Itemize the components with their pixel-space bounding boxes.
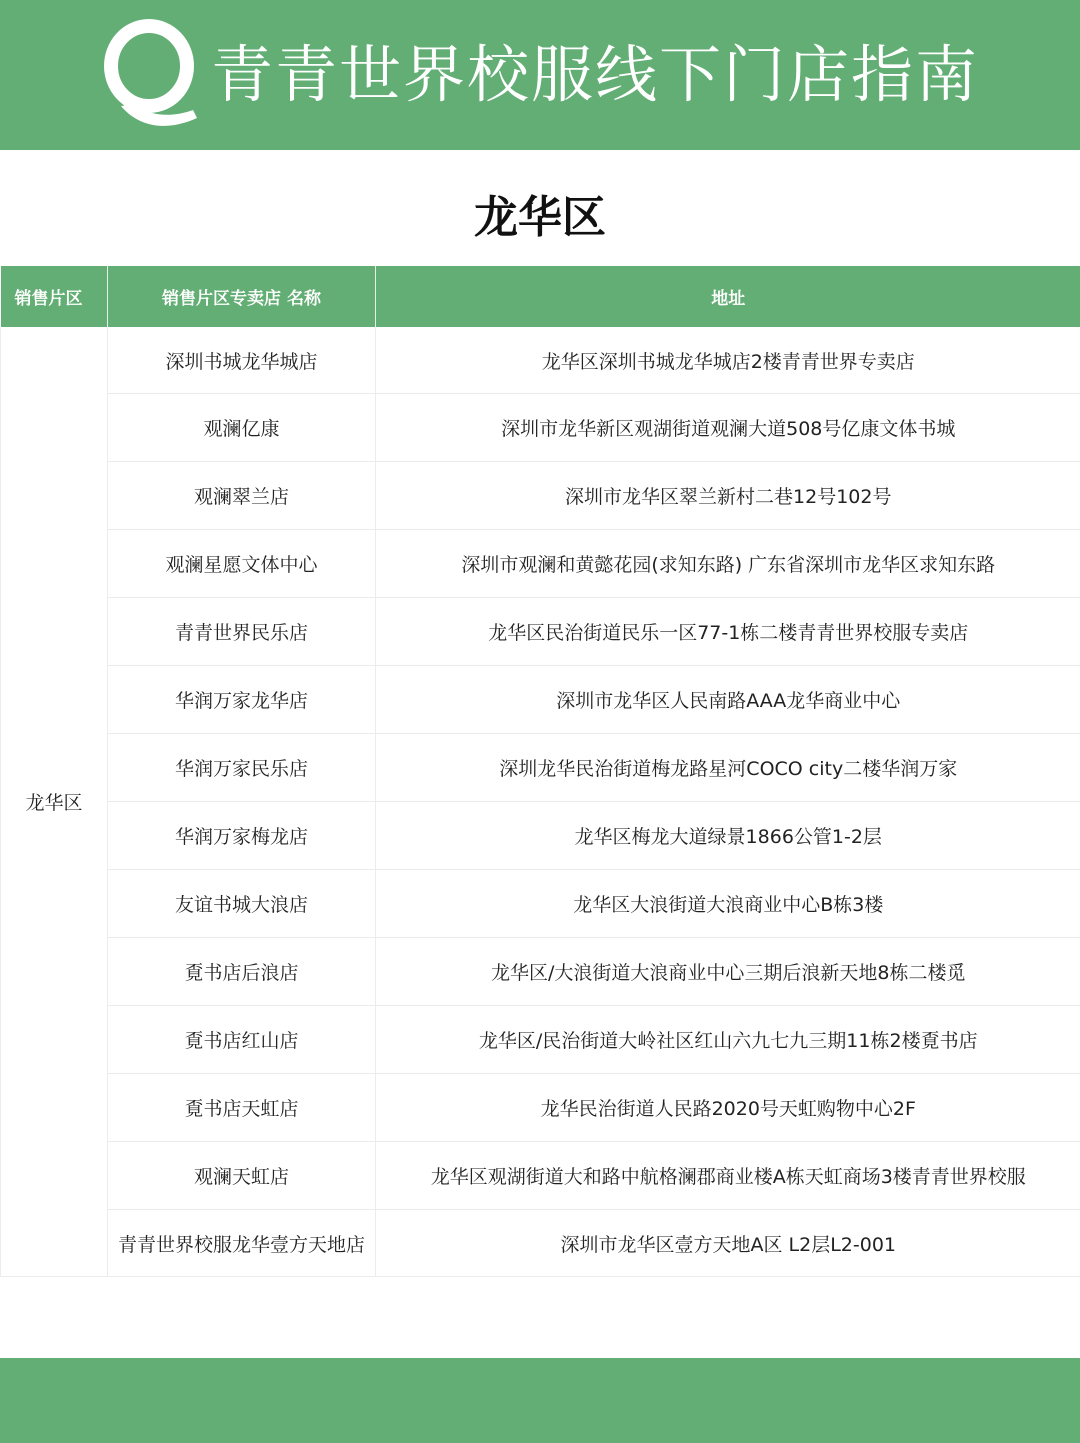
- store-address-cell: 深圳市观澜和黄懿花园(求知东路) 广东省深圳市龙华区求知东路: [376, 530, 1080, 598]
- district-title: 龙华区: [474, 192, 606, 243]
- table-row: [1, 870, 1080, 938]
- store-address-cell: 深圳市龙华区人民南路AAA龙华商业中心: [376, 666, 1080, 734]
- store-address-cell: 龙华区大浪街道大浪商业中心B栋3楼: [376, 870, 1080, 938]
- store-address-cell: 龙华区梅龙大道绿景1866公管1-2层: [376, 802, 1080, 870]
- store-name-cell: 青青世界民乐店: [108, 598, 376, 666]
- store-address-cell: 深圳市龙华区翠兰新村二巷12号102号: [376, 462, 1080, 530]
- store-address-cell: 龙华区/大浪街道大浪商业中心三期后浪新天地8栋二楼觅: [376, 938, 1080, 1006]
- table-row: [1, 666, 1080, 734]
- store-address-cell: 龙华区观湖街道大和路中航格澜郡商业楼A栋天虹商场3楼青青世界校服: [376, 1142, 1080, 1210]
- column-header-store-name: 销售片区专卖店 名称: [108, 266, 376, 327]
- page-title: 青青世界校服线下门店指南: [210, 38, 979, 111]
- table-row: [1, 1210, 1080, 1277]
- table-row: [1, 462, 1080, 530]
- store-name-cell: 友谊书城大浪店: [108, 870, 376, 938]
- store-name-cell: 华润万家梅龙店: [108, 802, 376, 870]
- footer-band: [0, 1358, 1080, 1443]
- store-name-cell: 覔书店红山店: [108, 1006, 376, 1074]
- table-row: [1, 802, 1080, 870]
- table-row: [1, 1142, 1080, 1210]
- table-row: [1, 530, 1080, 598]
- table-row: [1, 327, 1080, 394]
- store-table: [0, 266, 1080, 1277]
- table-row: [1, 394, 1080, 462]
- store-name-cell: 观澜亿康: [108, 394, 376, 462]
- store-name-cell: 覔书店天虹店: [108, 1074, 376, 1142]
- store-address-cell: 深圳市龙华新区观湖街道观澜大道508号亿康文体书城: [376, 394, 1080, 462]
- column-header-address: 地址: [376, 266, 1080, 327]
- store-name-cell: 观澜翠兰店: [108, 462, 376, 530]
- store-name-cell: 华润万家龙华店: [108, 666, 376, 734]
- table-row: [1, 938, 1080, 1006]
- store-name-cell: 覔书店后浪店: [108, 938, 376, 1006]
- store-address-cell: 深圳龙华民治街道梅龙路星河COCO city二楼华润万家: [376, 734, 1080, 802]
- table-row: [1, 734, 1080, 802]
- store-address-cell: 深圳市龙华区壹方天地A区 L2层L2-001: [376, 1210, 1080, 1277]
- store-name-cell: 华润万家民乐店: [108, 734, 376, 802]
- region-cell: 龙华区: [1, 327, 108, 1277]
- store-name-cell: 观澜星愿文体中心: [108, 530, 376, 598]
- table-row: [1, 598, 1080, 666]
- column-header-region: 销售片区: [1, 266, 108, 327]
- store-name-cell: 深圳书城龙华城店: [108, 327, 376, 394]
- table-row: [1, 1074, 1080, 1142]
- store-address-cell: 龙华区/民治街道大岭社区红山六九七九三期11栋2楼覔书店: [376, 1006, 1080, 1074]
- store-address-cell: 龙华民治街道人民路2020号天虹购物中心2F: [376, 1074, 1080, 1142]
- qingqing-logo-icon: [101, 18, 201, 128]
- store-address-cell: 龙华区民治街道民乐一区77-1栋二楼青青世界校服专卖店: [376, 598, 1080, 666]
- store-name-cell: 观澜天虹店: [108, 1142, 376, 1210]
- store-name-cell: 青青世界校服龙华壹方天地店: [108, 1210, 376, 1277]
- table-row: [1, 1006, 1080, 1074]
- table-header-row: [1, 266, 1080, 327]
- store-address-cell: 龙华区深圳书城龙华城店2楼青青世界专卖店: [376, 327, 1080, 394]
- header-banner: [0, 0, 1080, 150]
